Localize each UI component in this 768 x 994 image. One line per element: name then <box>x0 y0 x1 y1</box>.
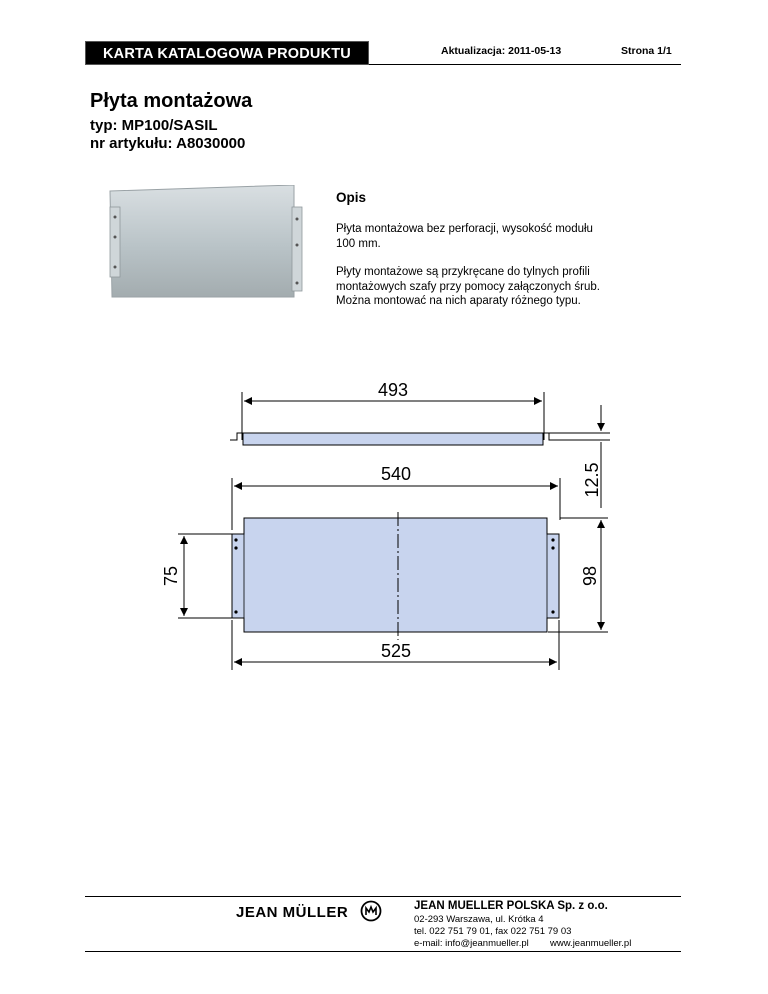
dimension-label-525: 525 <box>380 641 412 661</box>
catalog-card-badge: KARTA KATALOGOWA PRODUKTU <box>85 41 369 65</box>
update-date: Aktualizacja: 2011-05-13 <box>441 45 562 57</box>
plate-side-profile <box>243 433 543 445</box>
dimension-label-98: 98 <box>580 565 600 587</box>
company-logo-icon <box>360 900 382 922</box>
footer-rule <box>85 896 681 897</box>
page-number: Strona 1/1 <box>621 45 672 57</box>
plate-flange-left <box>230 433 243 440</box>
dimension-label-540: 540 <box>380 464 412 484</box>
dimension-label-12-5: 12.5 <box>582 462 602 498</box>
company-email[interactable]: e-mail: info@jeanmueller.pl <box>414 938 529 949</box>
description-line: Można montować na nich aparaty różnego typu. <box>336 295 581 307</box>
description-line: montażowych szafy przy pomocy załączonych śrub. <box>336 280 600 293</box>
description-heading: Opis <box>336 190 367 205</box>
description-line: Płyta montażowa bez perforacji, wysokość modułu <box>336 223 593 235</box>
plate-flange-right <box>543 433 558 440</box>
description-line: Płyty montażowe są przykręcane do tylnych profili <box>336 266 590 278</box>
product-article-number: nr artykułu: A8030000 <box>90 135 246 152</box>
company-logo-text: JEAN MÜLLER <box>236 904 349 921</box>
dimension-label-493: 493 <box>377 380 409 400</box>
description-line: 100 mm. <box>336 237 381 250</box>
company-website[interactable]: www.jeanmueller.pl <box>550 938 632 949</box>
footer-bottom-rule <box>85 951 681 952</box>
product-title: Płyta montażowa <box>90 90 253 112</box>
company-address: 02-293 Warszawa, ul. Krótka 4 <box>414 914 544 925</box>
dimension-label-75: 75 <box>161 565 181 587</box>
company-phone: tel. 022 751 79 01, fax 022 751 79 03 <box>414 926 572 937</box>
product-type: typ: MP100/SASIL <box>90 117 218 134</box>
plate-front-view <box>232 518 559 632</box>
company-name: JEAN MUELLER POLSKA Sp. z o.o. <box>414 900 608 912</box>
